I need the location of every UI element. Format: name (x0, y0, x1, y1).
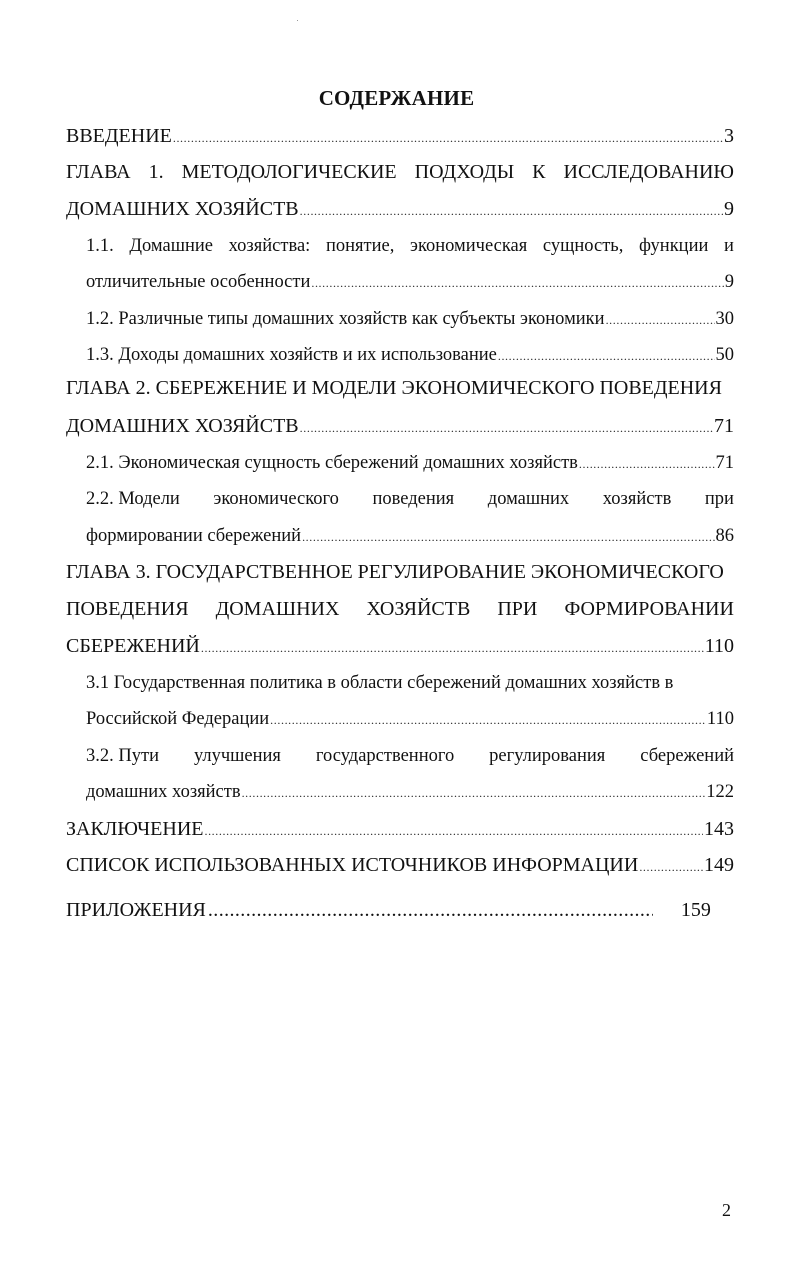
toc-entry-text: СБЕРЕЖЕНИЙ (66, 635, 200, 657)
toc-entry-text: ГЛАВА 2. СБЕРЕЖЕНИЕ И МОДЕЛИ ЭКОНОМИЧЕСКОГО ПОВЕДЕНИЯ (66, 377, 722, 399)
toc-leader-dots (311, 271, 723, 295)
toc-leader-dots (208, 898, 653, 922)
toc-word: 1. (148, 161, 164, 183)
toc-entry-intro[interactable] (66, 124, 734, 150)
toc-leader-dots (173, 126, 723, 150)
toc-entry-ch1-line1[interactable] (66, 160, 734, 184)
toc-entry-text: 1.3. Доходы домашних хозяйств и их использование (86, 345, 497, 365)
toc-leader-dots (300, 199, 723, 223)
toc-entry-appendix[interactable] (66, 898, 734, 922)
toc-leader-dots (204, 819, 703, 843)
toc-word: хозяйств (602, 489, 672, 509)
toc-entry-ch3-line1[interactable] (66, 560, 734, 584)
toc-word: понятие, (325, 236, 395, 256)
toc-entry-ch2-line1[interactable] (66, 376, 734, 400)
toc-word: ХОЗЯЙСТВ (366, 598, 471, 620)
toc-entry-ch3-line3[interactable] (66, 634, 734, 660)
toc-leader-dots (606, 308, 715, 332)
toc-entry-text: ЗАКЛЮЧЕНИЕ (66, 818, 204, 840)
toc-entry-s32-line1[interactable] (86, 744, 734, 768)
toc-leader-dots (242, 781, 706, 805)
toc-entry-page: 143 (704, 818, 734, 840)
toc-entry-page: 30 (715, 309, 734, 329)
toc-leader-dots (201, 636, 704, 660)
toc-leader-dots (579, 452, 715, 476)
toc-entry-s32-line2[interactable] (86, 780, 734, 805)
toc-word: ПОДХОДЫ (414, 161, 515, 183)
toc-entry-s12[interactable] (86, 307, 734, 332)
toc-word: ФОРМИРОВАНИИ (564, 598, 734, 620)
toc-entry-s21[interactable] (86, 451, 734, 476)
toc-entry-page: 9 (724, 198, 734, 220)
toc-entry-s22-line1[interactable] (86, 487, 734, 511)
toc-word: сбережений (640, 746, 734, 766)
toc-word: Домашние (129, 236, 213, 256)
toc-leader-dots (270, 708, 706, 732)
toc-entry-conclusion[interactable] (66, 817, 734, 843)
scan-speck (297, 20, 298, 21)
toc-leader-dots (300, 416, 713, 440)
toc-word: МЕТОДОЛОГИЧЕСКИЕ (181, 161, 397, 183)
toc-entry-page: 110 (706, 709, 734, 729)
toc-entry-page: 149 (704, 854, 734, 876)
toc-entry-s13[interactable] (86, 343, 734, 368)
toc-entry-s22-line2[interactable] (86, 524, 734, 549)
toc-entry-ch2-line2[interactable] (66, 414, 734, 440)
toc-entry-page: 50 (715, 345, 734, 365)
toc-word: ИССЛЕДОВАНИЮ (563, 161, 734, 183)
toc-entry-page: 110 (704, 635, 734, 657)
page-number: 2 (722, 1200, 731, 1220)
toc-entry-page: 86 (715, 526, 734, 546)
toc-word: К (532, 161, 546, 183)
toc-word: 2.2. Модели (86, 489, 180, 509)
toc-word: ПОВЕДЕНИЯ (66, 598, 189, 620)
toc-entry-text: СПИСОК ИСПОЛЬЗОВАННЫХ ИСТОЧНИКОВ ИНФОРМАЦИИ (66, 854, 639, 876)
toc-entry-page: 122 (706, 782, 734, 802)
toc-entry-s11-line2[interactable] (86, 270, 734, 295)
toc-entry-page: 9 (724, 272, 734, 292)
toc-entry-s31-line1[interactable] (86, 671, 734, 695)
toc-leader-dots (639, 855, 703, 879)
toc-entry-page: 71 (715, 453, 734, 473)
toc-entry-text: отличительные особенности (86, 272, 311, 292)
toc-entry-page: 159 (680, 899, 711, 921)
toc-entry-text: домашних хозяйств (86, 782, 241, 802)
toc-entry-text: ПРИЛОЖЕНИЯ (66, 899, 206, 921)
toc-leader-dots (302, 525, 714, 549)
toc-word: сущность, (542, 236, 624, 256)
toc-entry-text: 2.1. Экономическая сущность сбережений домашних хозяйств (86, 453, 578, 473)
toc-word: хозяйства: (228, 236, 311, 256)
toc-entry-ch1-line2[interactable] (66, 197, 734, 223)
toc-entry-page: 3 (724, 125, 734, 147)
toc-word: ГЛАВА (66, 161, 131, 183)
toc-entry-text: ДОМАШНИХ ХОЗЯЙСТВ (66, 198, 299, 220)
toc-entry-text: ВВЕДЕНИЕ (66, 125, 172, 147)
toc-entry-text: формировании сбережений (86, 526, 302, 546)
toc-word: государственного (315, 746, 455, 766)
toc-entry-text: Российской Федерации (86, 709, 270, 729)
toc-entry-s11-line1[interactable] (86, 234, 734, 258)
toc-word: 1.1. (86, 236, 114, 256)
toc-word: экономического (213, 489, 339, 509)
toc-word: поведения (372, 489, 455, 509)
toc-word: ДОМАШНИХ (215, 598, 340, 620)
toc-entry-text: 1.2. Различные типы домашних хозяйств как субъекты экономики (86, 309, 605, 329)
toc-word: экономическая (410, 236, 528, 256)
toc-word: при (704, 489, 734, 509)
toc-word: домашних (487, 489, 570, 509)
toc-entry-sources[interactable] (66, 853, 734, 879)
toc-word: регулирования (489, 746, 606, 766)
toc-leader-dots (498, 344, 715, 368)
toc-word: ПРИ (497, 598, 538, 620)
toc-word: улучшения (193, 746, 281, 766)
toc-entry-s31-line2[interactable] (86, 707, 734, 732)
toc-word: 3.2. Пути (86, 746, 159, 766)
toc-entry-text: ДОМАШНИХ ХОЗЯЙСТВ (66, 415, 299, 437)
toc-word: функции (639, 236, 709, 256)
toc-word: и (724, 236, 734, 256)
toc-entry-text: ГЛАВА 3. ГОСУДАРСТВЕННОЕ РЕГУЛИРОВАНИЕ ЭКОНОМИЧЕСКОГО (66, 561, 724, 583)
toc-entry-page: 71 (714, 415, 734, 437)
toc-entry-ch3-line2[interactable] (66, 597, 734, 621)
toc-entry-text: 3.1 Государственная политика в области сбережений домашних хозяйств в (86, 673, 674, 693)
page-title: СОДЕРЖАНИЕ (318, 86, 475, 110)
